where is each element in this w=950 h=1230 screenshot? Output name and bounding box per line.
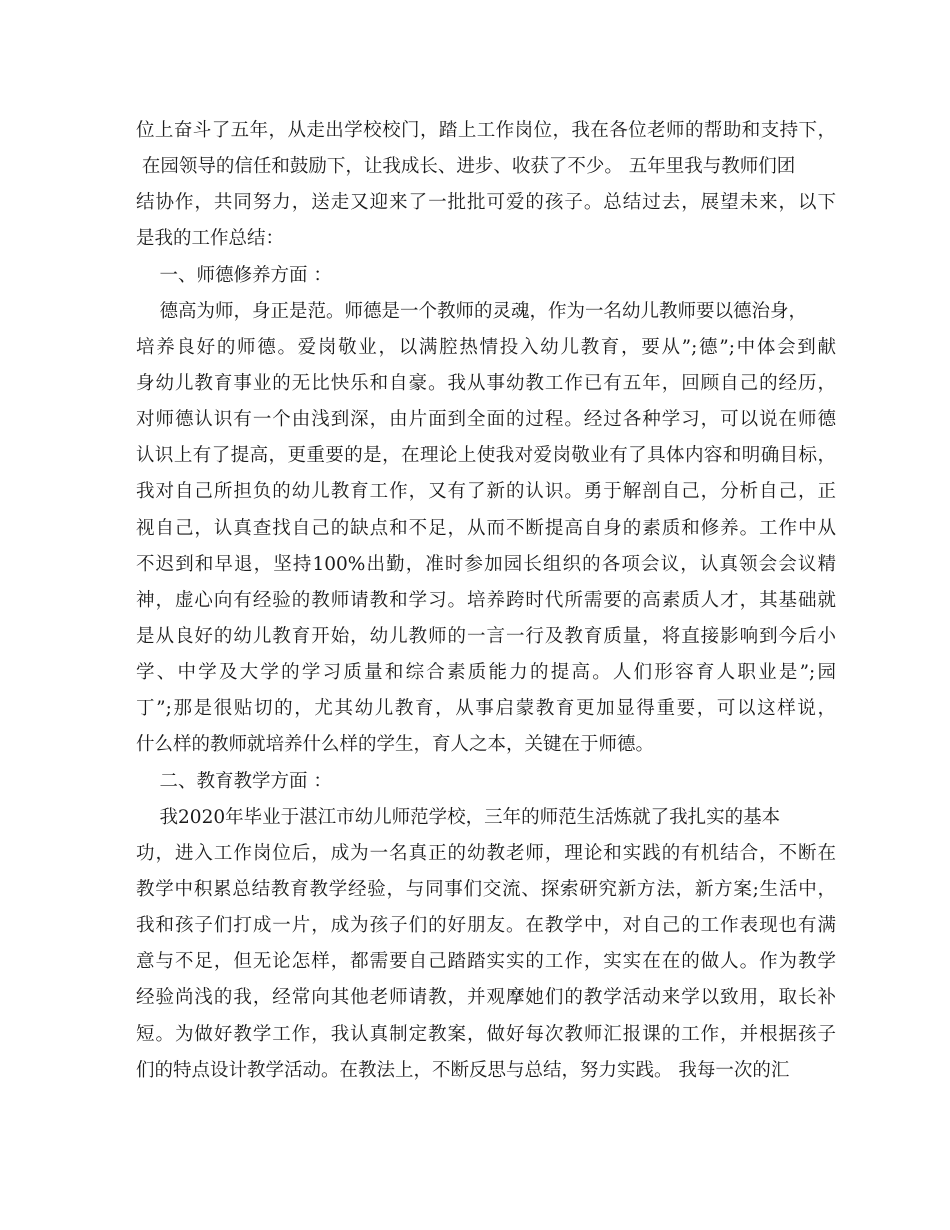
text-line: 在园领导的信任和鼓励下，让我成长、进步、收获了不少。 五年里我与教师们团 (136, 156, 796, 178)
text-line: 培养良好的师德。爱岗敬业，以满腔热情投入幼儿教育，要从”;德”;中体会到献 (136, 336, 836, 358)
text-line: 神，虚心向有经验的教师请教和学习。培养跨时代所需要的高素质人才，其基础就 (136, 589, 836, 611)
text-line: 经验尚浅的我，经常向其他老师请教，并观摩她们的教学活动来学以致用，取长补 (136, 987, 836, 1009)
section-heading: 二、教育教学方面 ： (136, 770, 332, 792)
text-line: 我对自己所担负的幼儿教育工作，又有了新的认识。勇于解剖自己，分析自己，正 (136, 481, 836, 503)
text-line: 位上奋斗了五年，从走出学校校门，踏上工作岗位，我在各位老师的帮助和支持下， (136, 120, 836, 141)
text-line: 是我的工作总结： (136, 228, 285, 250)
text-line: 什么样的教师就培养什么样的学生，育人之本，关键在于师德。 (136, 734, 655, 756)
text-line: 视自己，认真查找自己的缺点和不足，从而不断提高自身的素质和修养。工作中从 (136, 517, 836, 539)
text-line: 身幼儿教育事业的无比快乐和自豪。我从事幼教工作已有五年，回顾自己的经历， (136, 372, 836, 394)
text-line: 们的特点设计教学活动。在教法上，不断反思与总结，努力实践。 我每一次的汇 (136, 1059, 790, 1081)
text-line: 是从良好的幼儿教育开始，幼儿教师的一言一行及教育质量，将直接影响到今后小 (136, 625, 836, 647)
text-line: 功，进入工作岗位后，成为一名真正的幼教老师，理论和实践的有机结合，不断在 (136, 842, 836, 864)
text-line: 我2020年毕业于湛江市幼儿师范学校，三年的师范生活炼就了我扎实的基本 (136, 806, 781, 828)
text-line: 我和孩子们打成一片，成为孩子们的好朋友。在教学中，对自己的工作表现也有满 (136, 915, 836, 937)
text-line: 丁”;那是很贴切的，尤其幼儿教育，从事启蒙教育更加显得重要，可以这样说， (136, 698, 836, 720)
text-line: 短。为做好教学工作，我认真制定教案，做好每次教师汇报课的工作，并根据孩子 (136, 1023, 836, 1045)
text-line: 结协作，共同努力，送走又迎来了一批批可爱的孩子。总结过去，展望未来，以下 (136, 192, 836, 214)
text-line: 不迟到和早退，坚持100%出勤，准时参加园长组织的各项会议，认真领会会议精 (136, 553, 836, 575)
text-line: 德高为师，身正是范。师德是一个教师的灵魂，作为一名幼儿教师要以德治身， (136, 300, 808, 322)
section-heading: 一、师德修养方面 ： (136, 264, 332, 286)
text-line: 教学中积累总结教育教学经验，与同事们交流、探索研究新方法，新方案;生活中， (136, 878, 836, 900)
text-line: 学、中学及大学的学习质量和综合素质能力的提高。人们形容育人职业是”;园 (136, 662, 836, 684)
document-body (136, 113, 836, 1089)
text-line: 意与不足，但无论怎样，都需要自己踏踏实实的工作，实实在在的做人。作为教学 (136, 951, 836, 973)
text-line: 认识上有了提高，更重要的是，在理论上使我对爱岗敬业有了具体内容和明确目标， (136, 445, 836, 467)
text-line: 对师德认识有一个由浅到深，由片面到全面的过程。经过各种学习，可以说在师德 (136, 409, 836, 431)
